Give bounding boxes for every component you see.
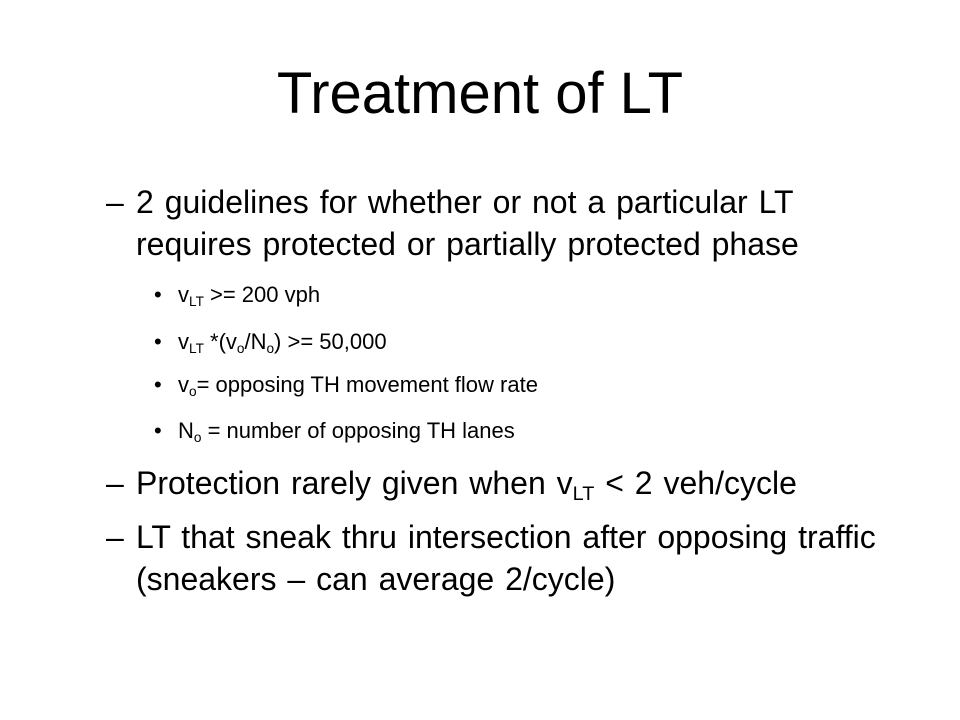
bullet-marker: • xyxy=(154,418,162,443)
bullet-text xyxy=(178,370,854,400)
subscript-o: o xyxy=(189,384,197,400)
bullet-rest: = number of opposing TH lanes xyxy=(201,418,515,443)
dash-marker: – xyxy=(106,465,124,501)
var-n: N xyxy=(178,418,194,443)
guidelines-item xyxy=(106,181,906,265)
var-v: v xyxy=(178,282,189,307)
bullet-marker: • xyxy=(154,329,162,354)
dash-marker: – xyxy=(106,184,124,220)
bullet-marker: • xyxy=(154,372,162,397)
bullet-rest: ) >= 50,000 xyxy=(274,329,387,354)
subscript-lt: LT xyxy=(572,482,595,505)
formula-part: *(v xyxy=(203,329,237,354)
bullet-text xyxy=(178,327,854,357)
subscript-o: o xyxy=(193,430,202,446)
slide-title: Treatment of LT xyxy=(276,61,684,126)
subscript-lt: LT xyxy=(189,294,204,310)
bullet-text xyxy=(178,280,854,310)
sneakers-text: LT that sneak thru intersection after opposing traffic (sneakers – can average 2/cycle) xyxy=(136,519,876,597)
sneakers-item xyxy=(106,516,906,600)
subscript-o: o xyxy=(236,341,245,357)
guidelines-text: 2 guidelines for whether or not a particular LT requires protected or partially protected phase xyxy=(136,184,799,262)
subscript-o: o xyxy=(266,341,275,357)
protection-rest: < 2 veh/cycle xyxy=(594,465,797,501)
bullet-marker: • xyxy=(154,282,162,307)
protection-text xyxy=(136,462,906,504)
bullet-product-threshold xyxy=(154,327,854,357)
formula-part: /N xyxy=(244,329,267,354)
subscript-lt: LT xyxy=(189,341,204,357)
protection-pre: Protection rarely given when v xyxy=(136,465,573,501)
protection-item xyxy=(106,462,906,504)
bullet-text xyxy=(178,416,854,446)
var-v: v xyxy=(178,329,189,354)
bullet-rest: >= 200 vph xyxy=(203,282,321,307)
bullet-no-definition xyxy=(154,416,854,446)
bullet-vo-definition xyxy=(154,370,854,400)
dash-marker: – xyxy=(106,519,124,555)
var-v: v xyxy=(178,372,189,397)
bullet-vlt-threshold xyxy=(154,280,854,310)
bullet-rest: = opposing TH movement flow rate xyxy=(196,372,538,397)
